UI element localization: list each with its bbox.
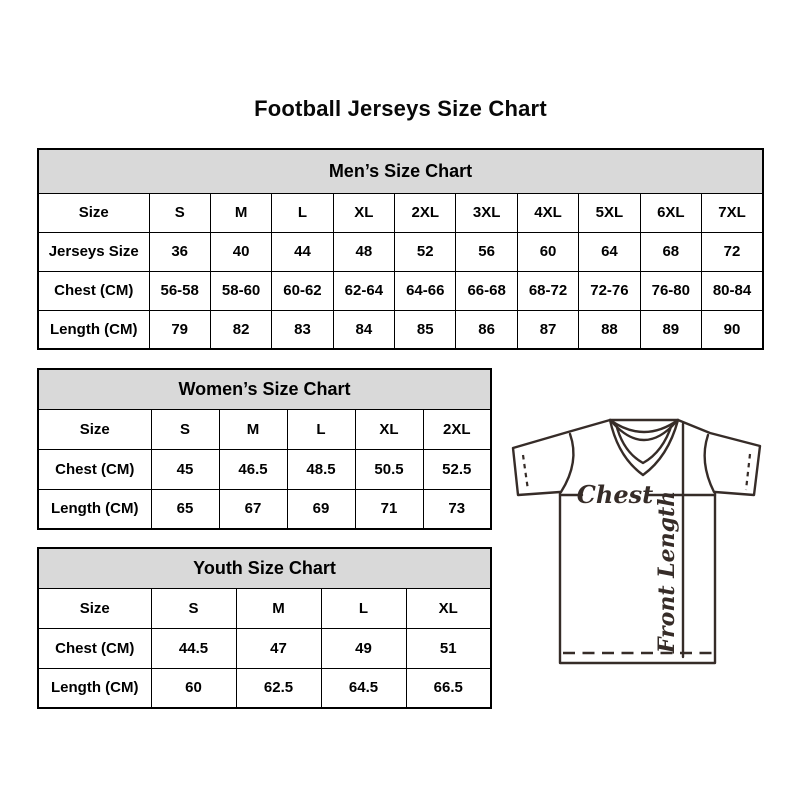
size-value: 4XL (517, 193, 578, 232)
womens-table-title: Women’s Size Chart (38, 369, 491, 409)
size-value: 89 (640, 310, 701, 349)
size-value: 68 (640, 232, 701, 271)
right-cuff-stitch (746, 454, 750, 490)
table-row (38, 668, 491, 708)
table-row (38, 409, 491, 449)
size-value: 52.5 (423, 449, 491, 489)
left-cuff-stitch (523, 455, 528, 490)
jersey-icon (503, 402, 775, 674)
womens-table-body (38, 409, 491, 529)
size-value: 44 (272, 232, 333, 271)
size-value: 85 (395, 310, 456, 349)
row-label: Chest (CM) (38, 271, 149, 310)
table-row (38, 588, 491, 628)
row-label: Size (38, 193, 149, 232)
youth-size-table (37, 547, 492, 709)
size-value: 72 (702, 232, 763, 271)
size-value: 73 (423, 489, 491, 529)
size-value: 65 (151, 489, 219, 529)
row-label: Size (38, 588, 151, 628)
jersey-measurement-diagram (503, 402, 775, 674)
table-row (38, 232, 763, 271)
row-label: Length (CM) (38, 310, 149, 349)
size-value: 64-66 (395, 271, 456, 310)
size-value: S (149, 193, 210, 232)
size-value: 56-58 (149, 271, 210, 310)
size-value: 44.5 (151, 628, 236, 668)
row-label: Length (CM) (38, 668, 151, 708)
size-value: 45 (151, 449, 219, 489)
left-armhole-seam (561, 434, 573, 492)
size-value: 3XL (456, 193, 517, 232)
size-value: 84 (333, 310, 394, 349)
size-value: M (236, 588, 321, 628)
size-value: 60 (517, 232, 578, 271)
size-value: 83 (272, 310, 333, 349)
size-value: L (287, 409, 355, 449)
mens-table-title: Men’s Size Chart (38, 149, 763, 193)
size-value: 50.5 (355, 449, 423, 489)
size-value: 6XL (640, 193, 701, 232)
table-row (38, 310, 763, 349)
size-value: 5XL (579, 193, 640, 232)
row-label: Length (CM) (38, 489, 151, 529)
size-value: 90 (702, 310, 763, 349)
size-value: M (219, 409, 287, 449)
size-value: 72-76 (579, 271, 640, 310)
youth-table-title: Youth Size Chart (38, 548, 491, 588)
size-value: 60-62 (272, 271, 333, 310)
size-value: 66-68 (456, 271, 517, 310)
size-value: S (151, 409, 219, 449)
size-value: 79 (149, 310, 210, 349)
size-value: 56 (456, 232, 517, 271)
size-value: 2XL (395, 193, 456, 232)
size-value: 69 (287, 489, 355, 529)
size-value: 80-84 (702, 271, 763, 310)
size-value: 68-72 (517, 271, 578, 310)
size-value: XL (355, 409, 423, 449)
size-value: 62-64 (333, 271, 394, 310)
size-value: 64.5 (321, 668, 406, 708)
mens-size-table (37, 148, 764, 350)
size-value: 48 (333, 232, 394, 271)
row-label: Jerseys Size (38, 232, 149, 271)
front-length-label: Front Length (654, 490, 680, 654)
table-row (38, 193, 763, 232)
size-value: 58-60 (210, 271, 271, 310)
table-title-row (38, 369, 491, 409)
size-value: 60 (151, 668, 236, 708)
womens-size-table (37, 368, 492, 530)
row-label: Size (38, 409, 151, 449)
size-value: 62.5 (236, 668, 321, 708)
table-title-row (38, 149, 763, 193)
size-value: L (321, 588, 406, 628)
vneck-outer (610, 420, 678, 475)
size-value: 2XL (423, 409, 491, 449)
size-value: 48.5 (287, 449, 355, 489)
size-value: 40 (210, 232, 271, 271)
size-value: XL (333, 193, 394, 232)
size-value: 47 (236, 628, 321, 668)
table-row (38, 449, 491, 489)
jersey-outline (513, 420, 760, 663)
table-row (38, 271, 763, 310)
table-row (38, 489, 491, 529)
size-value: 52 (395, 232, 456, 271)
size-value: 7XL (702, 193, 763, 232)
size-value: 87 (517, 310, 578, 349)
size-value: 66.5 (406, 668, 491, 708)
table-row (38, 628, 491, 668)
size-value: S (151, 588, 236, 628)
youth-table-body (38, 588, 491, 708)
size-value: 49 (321, 628, 406, 668)
table-title-row (38, 548, 491, 588)
page-title: Football Jerseys Size Chart (254, 96, 547, 121)
size-value: 51 (406, 628, 491, 668)
right-armhole-seam (705, 435, 714, 492)
size-value: 36 (149, 232, 210, 271)
size-value: 64 (579, 232, 640, 271)
size-value: L (272, 193, 333, 232)
chest-label: Chest (576, 480, 654, 509)
size-value: 76-80 (640, 271, 701, 310)
size-value: 71 (355, 489, 423, 529)
size-value: 67 (219, 489, 287, 529)
row-label: Chest (CM) (38, 628, 151, 668)
size-value: 86 (456, 310, 517, 349)
size-value: M (210, 193, 271, 232)
size-value: 46.5 (219, 449, 287, 489)
row-label: Chest (CM) (38, 449, 151, 489)
size-value: XL (406, 588, 491, 628)
size-value: 88 (579, 310, 640, 349)
size-value: 82 (210, 310, 271, 349)
mens-table-body (38, 193, 763, 349)
